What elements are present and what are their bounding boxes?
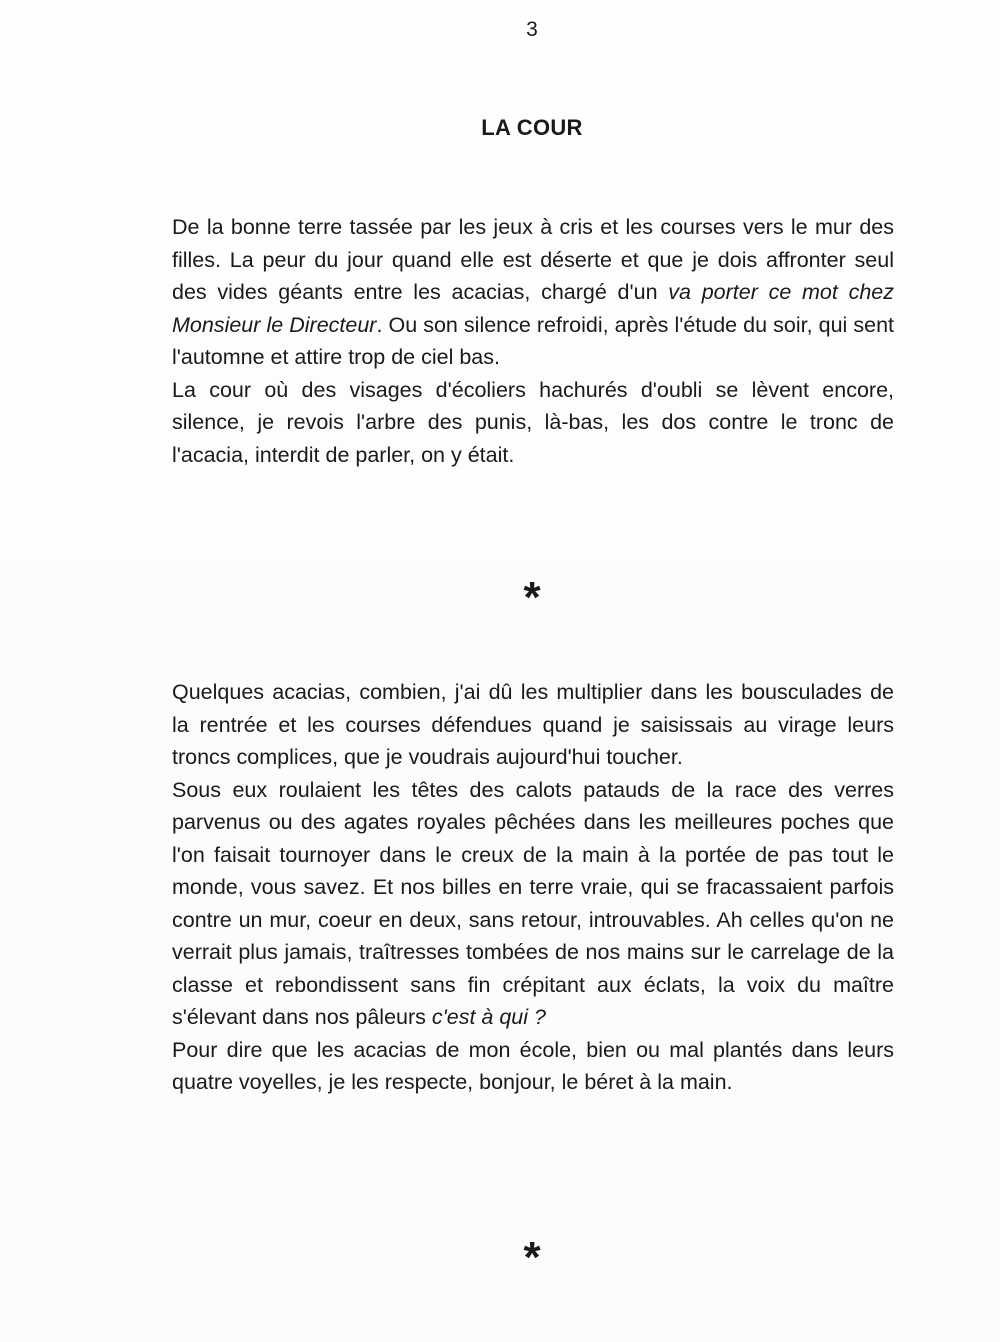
paragraph <box>172 211 894 374</box>
text-section-1 <box>172 211 894 471</box>
paragraph <box>172 774 894 1034</box>
italic-quote: c'est à qui ? <box>431 1005 546 1029</box>
paragraph-text: . Ou son silence refroidi, après l'étude du soir, qui sent l'automne et attire trop de ciel bas. <box>172 312 894 369</box>
italic-quote: va porter ce mot chez Monsieur le Directeur <box>172 280 894 337</box>
paragraph: La cour où des visages d'écoliers hachurés d'oubli se lèvent encore, silence, je revois l'arbre des punis, là-bas, les dos contre le tronc de l'acacia, interdit de parler, on y était. <box>172 377 894 467</box>
section-separator: * <box>523 1233 541 1282</box>
paragraph-text: Sous eux roulaient les têtes des calots patauds de la race des verres parvenus ou des agates royales pêchées dans les meilleures poches que l'on faisait tournoyer dans le creux de la main à la portée de pas tout le monde, vous savez. Et nos billes en terre vraie, qui se fracassaient parfois contre un mur, coeur en deux, sans retour, introuvables. Ah celles qu'on ne verrait plus jamais, traîtresses tombées de nos mains sur le carrelage de la classe et rebondissent sans fin crépitant aux éclats, la voix du maître s'élevant dans nos pâleurs <box>172 777 894 1029</box>
paragraph: Pour dire que les acacias de mon école, bien ou mal plantés dans leurs quatre voyelles, je les respecte, bonjour, le béret à la main. <box>172 1037 894 1094</box>
chapter-title: LA COUR <box>481 115 583 140</box>
paragraph: Quelques acacias, combien, j'ai dû les multiplier dans les bousculades de la rentrée et les courses défendues quand je saisissais au virage leurs troncs complices, que je voudrais aujourd'hui toucher. <box>172 680 894 769</box>
page-number: 3 <box>526 18 538 41</box>
section-separator: * <box>523 573 541 622</box>
text-section-2 <box>172 676 894 1099</box>
paragraph-text: De la bonne terre tassée par les jeux à cris et les courses vers le mur des filles. La peur du jour quand elle est déserte et que je dois affronter seul des vides géants entre les acacias, chargé d'un <box>172 215 894 304</box>
